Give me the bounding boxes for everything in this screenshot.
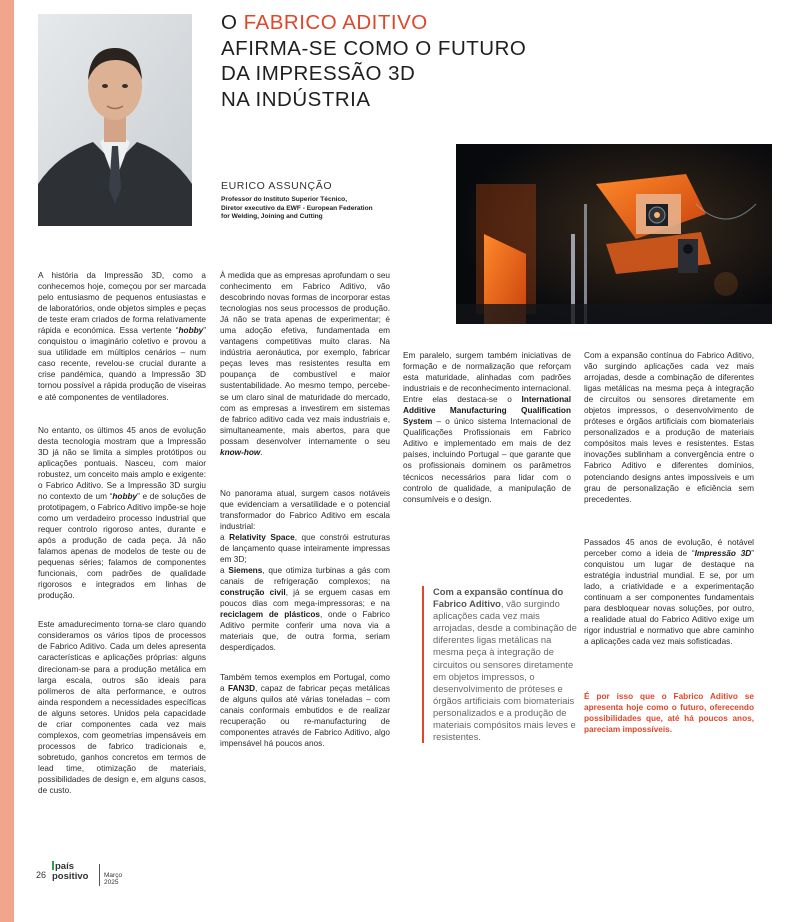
emphasis: hobby	[112, 491, 138, 501]
pull-quote-lead: Com a expansão contínua do Fabrico Aditivo	[433, 586, 564, 610]
emphasis: construção civil	[220, 588, 286, 598]
text-run: Passados 45 anos de evolução, é notável perceber como a ideia de “	[584, 537, 754, 558]
issue-date: Março 2025	[104, 872, 123, 886]
text-run: ” e de soluções de prototipagem, o Fabrico Aditivo impõe-se hoje como um verdadeiro processo industrial que requer controlo rigoroso antes, durante e após a produção de cada peça. Já não falamos apenas de modelos de teste ou de pequenas séries; falamos de componentes funcionais, com padrões de qualidade rigorosos e integrados em linhas de produção.	[38, 491, 206, 601]
text-run: À medida que as empresas aprofundam o seu conhecimento em Fabrico Aditivo, vão descobrindo novas formas de incorporar estas tecnologias nos seus processos de produção. Já não se trata apenas de experimentar; é uma adoção efetiva, fundamentada em vantagens competitivas muito claras. Na indústria aeronáutica, por exemplo, fabricar peças leves mas resistentes resulta em poupança de combustível e maior sustentabilidade. Ao mesmo tempo, percebe-se um claro sinal de maturidade do mercado, com as empresas a investirem em sistemas de fabrico aditivo cada vez mais industriais e, simultaneamente, mais abertos, para que possam desenvolver internamente o seu	[220, 271, 390, 446]
author-block	[221, 180, 421, 222]
paragraph: No panorama atual, surgem casos notáveis que evidenciam a versatilidade e o potencial transformador do Fabrico Aditivo em escala industrial:	[220, 488, 390, 531]
text-column-4	[584, 350, 754, 753]
text-run: ” conquistou o imaginário coletivo e provou a sua utilidade em múltiplos cenários – num caso recente, revelou-se crucial durante a crise pandémica, quando a Impressão 3D tornou possível a rápida produção de viseiras e até componentes de ventiladores.	[38, 326, 206, 402]
pull-quote	[422, 586, 583, 743]
title-line-3: DA IMPRESSÃO 3D	[221, 62, 416, 85]
author-role-line-1: Professor do Instituto Superior Técnico,	[221, 196, 348, 203]
text-column-2	[220, 270, 390, 767]
page-number: 26	[36, 870, 47, 880]
text-run: .	[260, 447, 263, 457]
magazine-logo-bottom: positivo	[52, 871, 89, 882]
text-run: ” conquistou um lugar de destaque na estratégia industrial mundial. E se, por um lado, a criatividade e a experimentação continuam a ser componentes fundamentais para desbloquear novas soluções, por outro, a realidade atual do Fabrico Aditivo exige um rigor industrial e normativo que abre caminho a aplicações cada vez mais sofisticadas.	[584, 548, 754, 647]
pull-quote-text: , vão surgindo aplicações cada vez mais arrojadas, desde a combinação de diferentes ligas metálicas na mesma peça à integração de circuitos ou sensores diretamente em objetos impressos, o desenvolvimento de próteses e órgãos artificiais com biomateriais personalizados e a produção de materiais compósitos mais leves e resistentes.	[433, 598, 577, 743]
emphasis: Impressão 3D	[694, 548, 752, 558]
footer-divider	[99, 864, 100, 886]
author-role	[221, 196, 421, 222]
emphasis: reciclagem de plásticos	[220, 610, 320, 620]
title-line-4: NA INDÚSTRIA	[221, 87, 371, 111]
paragraph	[584, 537, 754, 647]
magazine-logo-top: país	[55, 861, 75, 872]
text-column-3	[403, 350, 571, 523]
text-run: a	[220, 566, 229, 576]
text-run: , onde o Fabrico Aditivo permite conferir uma nova via a materiais que, de outra forma, seriam desperdiçados.	[220, 610, 390, 653]
list-item	[220, 532, 390, 565]
text-run: A história da Impressão 3D, como a conhecemos hoje, começou por ser marcada pelo entusiasmo de pequenos entusiastas e de laboratórios, onde objetos simples e peças de teste eram criados de forma relativamente rápida e económica. Essa vertente “	[38, 271, 206, 336]
text-run: No entanto, os últimos 45 anos de evolução desta tecnologia mostram que a Impressão 3D já não se limita a simples protótipos ou aplicações pontuais. Nasceu, com maior robustez, um conceito mais amplo e exigente: o Fabrico Aditivo. Se a Impressão 3D surgiu no contexto de um “	[38, 425, 206, 501]
author-portrait	[38, 14, 192, 226]
text-column-1	[38, 270, 206, 814]
text-run: Em paralelo, surgem também iniciativas de formação e de normalização que reforçam esta maturidade, alinhadas com padrões industriais e de reconhecimento internacional. Entre elas destaca-se o	[403, 351, 571, 405]
side-accent-bar	[0, 0, 14, 922]
text-run: , que constrói estruturas de lançamento quase inteiramente impressas em 3D;	[220, 532, 390, 565]
paragraph: Este amadurecimento torna-se claro quando consideramos os vários tipos de processos de Fabrico Aditivo. Cada um deles apresenta características e aplicações próprias: alguns direcionam-se para a produção metálica em larga escala, outros são ideais para polímeros de alta performance, e outros ainda respondem a necessidades específicas de alguns setores. Unidos pela capacidade de criar componentes cada vez mais complexos, com geometrias impensáveis em processos de fabrico tradicionais e, sobretudo, ganhos concretos em termos de lead time, otimização de materiais, possibilidades de design e, em alguns casos, de custo.	[38, 620, 206, 796]
paragraph	[38, 270, 206, 403]
author-name: EURICO ASSUNÇÃO	[221, 180, 333, 192]
paragraph	[403, 350, 571, 505]
paragraph	[220, 270, 390, 458]
paragraph	[220, 672, 390, 749]
text-run: Também temos exemplos em Portugal, como a	[220, 672, 390, 693]
emphasis: hobby	[178, 326, 204, 336]
closing-statement: É por isso que o Fabrico Aditivo se apresenta hoje como o futuro, oferecendo possibilidades que, até há poucos anos, pareciam impossíveis.	[584, 692, 754, 735]
emphasis: Relativity Space	[229, 532, 295, 542]
text-run: , já se erguem casas em poucos dias com mega-impressoras; e na	[220, 588, 390, 609]
paragraph: Com a expansão contínua do Fabrico Aditivo, vão surgindo aplicações cada vez mais arrojadas, desde a combinação de diferentes ligas metálicas na mesma peça à integração de circuitos ou sensores diretamente em objetos impressos, o desenvolvimento de próteses e órgãos artificiais com biomateriais personalizados e a produção de materiais compósitos mais leves e resistentes. Estas inovações sublinham a convergência entre o Fabrico Aditivo e diferentes domínios, potenciando designs antes impossíveis e um grau de personalização e eficiência sem precedentes.	[584, 351, 754, 504]
text-run: , que otimiza turbinas a gás com canais de refrigeração complexos; na	[220, 566, 390, 587]
author-role-line-3: for Welding, Joining and Cutting	[221, 213, 323, 221]
title-prefix: O	[221, 11, 244, 34]
emphasis: International Additive Manufacturing Qualification System	[403, 395, 571, 427]
text-run: a	[220, 532, 230, 542]
magazine-logo	[52, 862, 88, 882]
text-run: , capaz de fabricar peças metálicas de alguns quilos até várias toneladas – com canais conformais embutidos e de realizar recuperação ou re-manufacturing de componentes através de Fabrico Aditivo, algo impensável há poucos anos.	[220, 683, 390, 748]
title-highlight: FABRICO ADITIVO	[243, 11, 428, 34]
paragraph	[38, 425, 206, 602]
title-line-2: AFIRMA-SE COMO O FUTURO	[221, 36, 527, 60]
text-run: – o único sistema Internacional de Qualificações Profissionais em Fabrico Aditivo e implementado em mais de dez países, incluindo Portugal – que garante que os profissionais dominem os parâmetros técnicos necessários para lidar com o controlo de qualidade, a manipulação de consumíveis e o design.	[403, 417, 571, 504]
article-title	[221, 10, 551, 112]
emphasis: FAN3D	[228, 683, 256, 693]
emphasis: Siemens	[228, 566, 263, 576]
author-role-line-2: Diretor executivo da EWF - European Federation	[221, 204, 373, 212]
hero-3d-printer-image	[456, 144, 772, 324]
list-item	[220, 565, 390, 653]
emphasis: know-how	[220, 447, 261, 457]
